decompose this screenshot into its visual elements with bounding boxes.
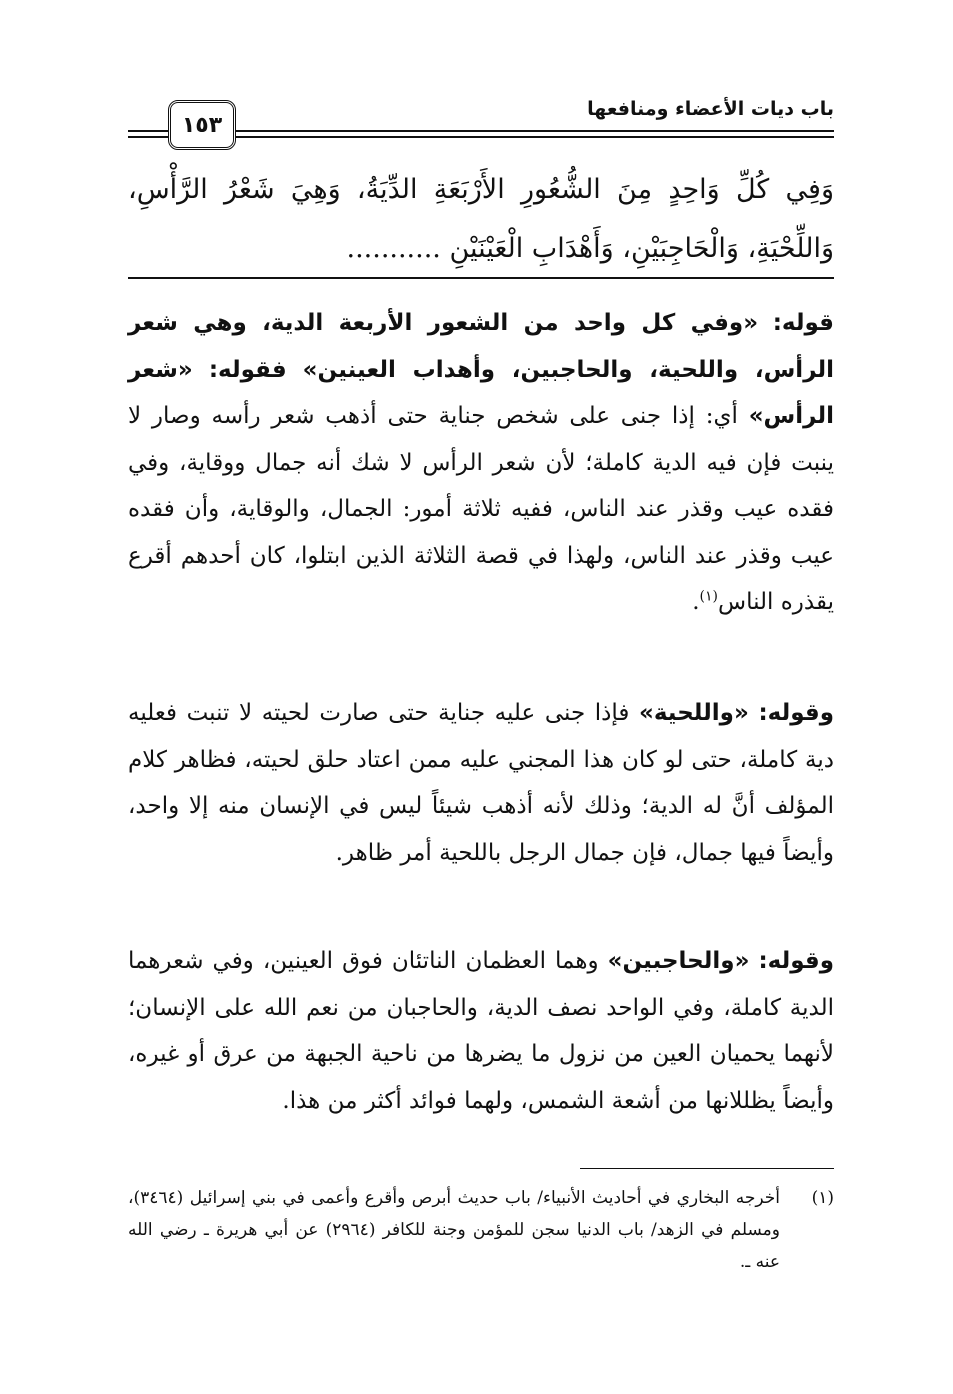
commentary-paragraph — [128, 938, 834, 1170]
page-header — [128, 96, 834, 152]
footnote-text: أخرجه البخاري في أحاديث الأنبياء/ باب حديث أبرص وأقرع وأعمى في بني إسرائيل (٣٤٦٤)، ومسلم في الزهد/ باب الدنيا سجن للمؤمن وجنة للكافر (٢٩٦٤) عن أبي هريرة ـ رضي الله عنه ـ. — [128, 1188, 780, 1272]
footnote-number: (١) — [811, 1188, 834, 1208]
footnote-reference: (١) — [699, 588, 718, 605]
commentary — [128, 300, 834, 1170]
commentary-paragraph — [128, 300, 834, 672]
matn-text: وَفِي كُلِّ وَاحِدٍ مِنَ الشُّعُورِ الأَرْبَعَةِ الدِّيَةُ، وَهِيَ شَعْرُ الرَّأْسِ، وَاللِّحْيَةِ، وَالْحَاجِبَيْنِ، وَأَهْدَابِ الْعَيْنَيْنِ ........... — [128, 174, 834, 264]
lead-phrase: وقوله: — [758, 948, 835, 974]
footnote — [128, 1182, 834, 1278]
page-number: ١٥٣ — [168, 100, 236, 150]
lead-phrase: فقوله: — [208, 356, 287, 383]
footnote-separator — [580, 1168, 834, 1169]
quoted-matn: «شعر الرأس» — [128, 356, 834, 429]
paragraph-body: أي: إذا جنى على شخص جناية حتى أذهب شعر رأسه وصار لا ينبت فإن فيه الدية كاملة؛ لأن شعر الرأس لا شك أنه جمال ووقاية، وفي فقده عيب وقذر عند الناس، ففيه ثلاثة أمور: الجمال، والوقاية، وأن فقده عيب وقذر عند الناس، ولهذا في قصة الثلاثة الذين ابتلوا، كان أحدهم أقرع يقذره الناس — [128, 403, 834, 615]
commentary-paragraph — [128, 690, 834, 922]
running-title: باب ديات الأعضاء ومنافعها — [587, 98, 834, 120]
quoted-matn: «واللحية» — [639, 700, 749, 726]
sentence-end: . — [692, 589, 700, 615]
matn-divider — [128, 277, 834, 279]
paragraph-body: فإذا جنى عليه جناية حتى صارت لحيته لا تنبت فعليه دية كاملة، حتى لو كان هذا المجني عليه ممن اعتاد حلق لحيته، فظاهر كلام المؤلف أنَّ له الدية؛ وذلك لأنه أذهب شيئاً ليس في الإنسان منه إلا واحد، وأيضاً فيها جمال، فإن جمال الرجل باللحية أمر ظاهر. — [128, 700, 834, 866]
lead-phrase: وقوله: — [758, 700, 834, 726]
lead-phrase: قوله: — [772, 310, 834, 336]
paragraph-body: وهما العظمان الناتئان فوق العينين، وفي شعرهما الدية كاملة، وفي الواحد نصف الدية، والحاجبان من نعم الله على الإنسان؛ لأنهما يحميان العين من نزول ما يضرها من ناحية الجبهة من عرق أو غيره، وأيضاً يظللانها من أشعة الشمس، ولهما فوائد أكثر من هذا. — [128, 948, 834, 1114]
quoted-matn: «والحاجبين» — [607, 948, 750, 974]
quoted-matn: «وفي كل واحد من الشعور الأربعة الدية، وهي شعر الرأس، واللحية، والحاجبين، وأهداب العينين» — [128, 310, 835, 383]
